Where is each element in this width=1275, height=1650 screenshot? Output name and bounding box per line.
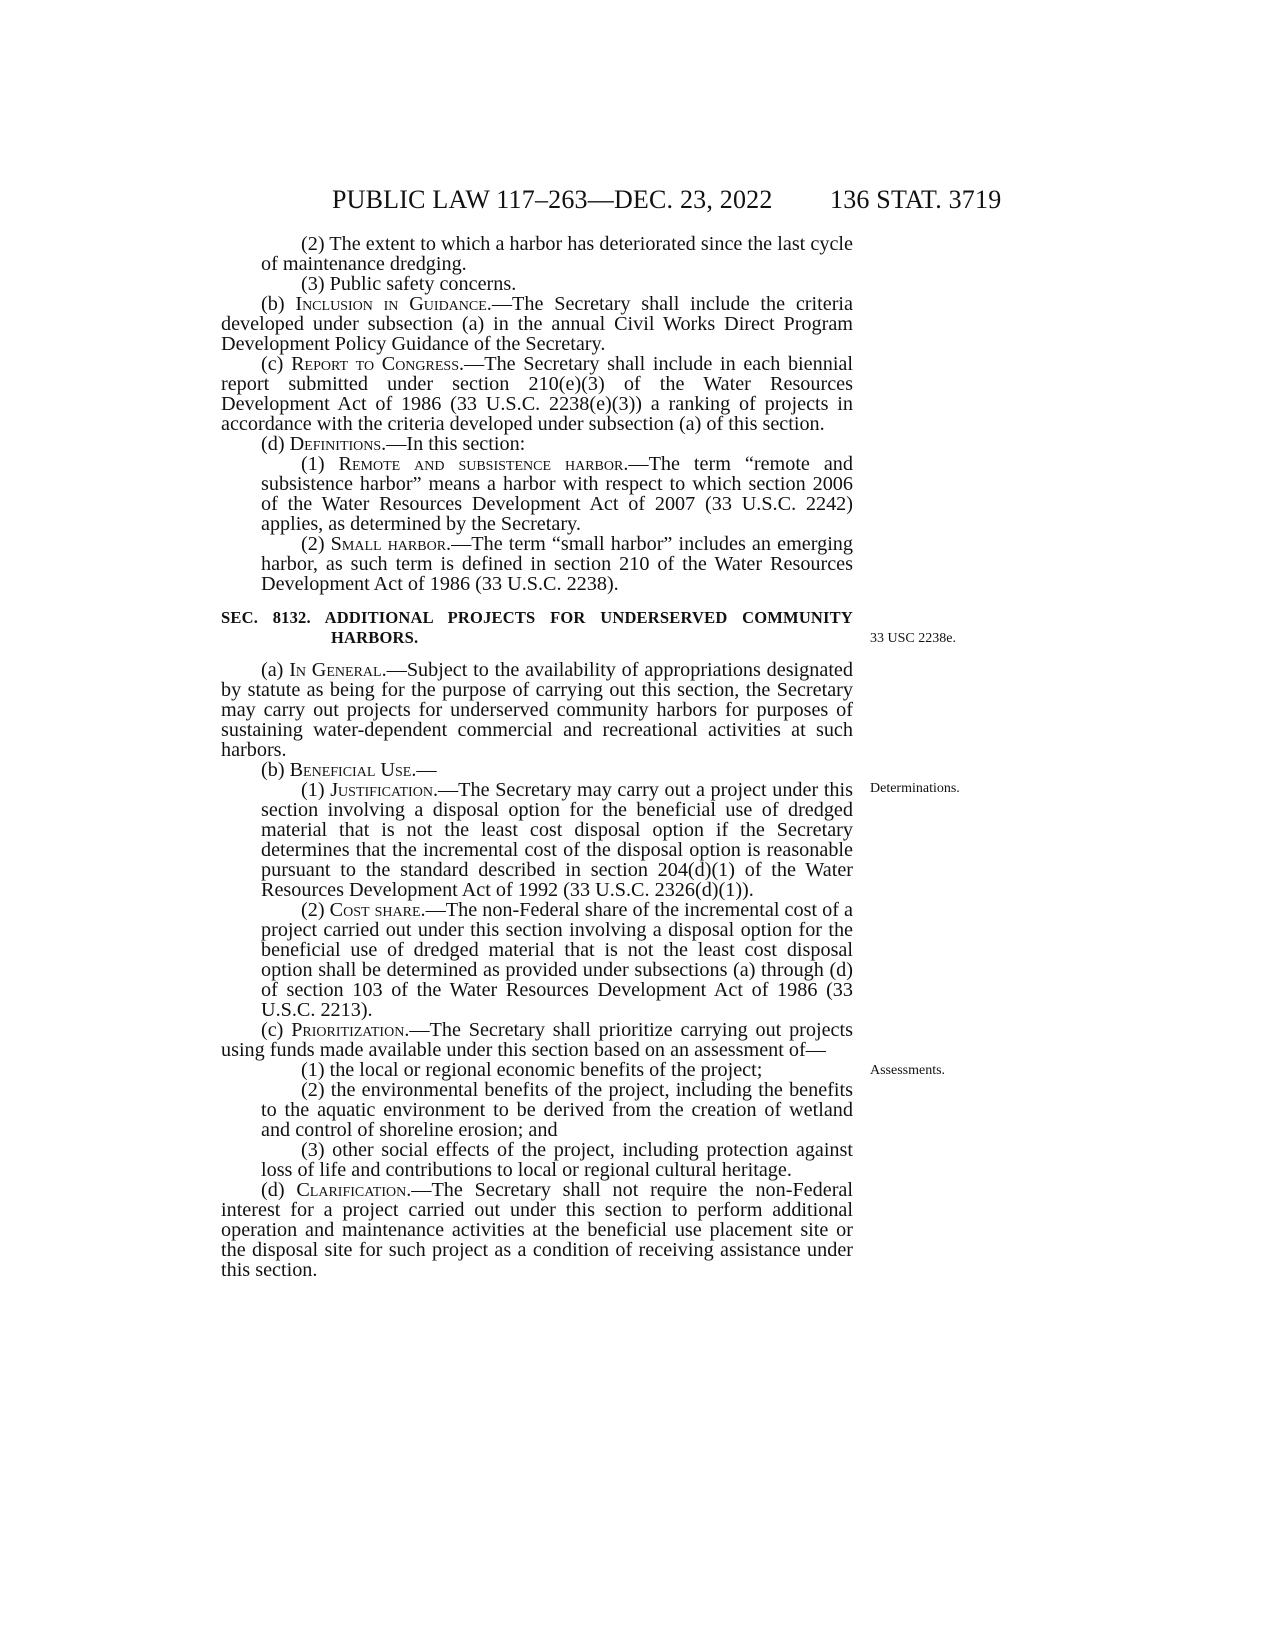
paragraph-text: .—The non-Federal share of the incremental cost of a project carried out under this section involving a disposal option for the beneficial use of dredged material that is not the least cost disposal option shall be determined as provided under subsections (a) through (d) of section 103 of the Water Resources Development Act of 1986 (33 U.S.C. 2213). <box>261 899 853 1021</box>
paragraph-remote-subsistence-harbor <box>261 454 853 534</box>
paragraph-justification <box>261 780 853 900</box>
paragraph-text: .—The term “small harbor” includes an emerging harbor, as such term is defined in section 210 of the Water Resources Development Act of 1986 (33 U.S.C. 2238). <box>261 533 853 595</box>
paragraph-heading: Cost share <box>329 899 421 921</box>
paragraph-prefix: (2) <box>301 899 330 921</box>
paragraph-extent-deteriorated: (2) The extent to which a harbor has deteriorated since the last cycle of maintenance dredging. <box>261 233 853 275</box>
margin-note-determinations: Determinations. <box>870 781 960 796</box>
paragraph-definitions <box>221 434 853 454</box>
paragraph-text: .—The Secretary shall not require the non-Federal interest for a project carried out under this section to perform additional operation and maintenance activities at the beneficial use placement site or the disposal site for such project as a condition of receiving assistance under this section. <box>221 1179 853 1281</box>
paragraph-prefix: (c) <box>261 1019 292 1041</box>
paragraph-prefix: (1) <box>301 779 331 801</box>
paragraph-prefix: (b) <box>261 293 296 315</box>
paragraph-heading: Beneficial Use <box>289 759 412 781</box>
paragraph-heading: Clarification <box>296 1179 407 1201</box>
margin-note-usc: 33 USC 2238e. <box>870 631 956 646</box>
paragraph-prefix: (d) <box>261 1179 297 1201</box>
paragraph-heading: Remote and subsistence harbor <box>338 453 624 475</box>
paragraph-text: .—The term “remote and subsistence harbor” means a harbor with respect to which section 2006 of the Water Resources Development Act of 2007 (33 U.S.C. 2242) applies, as determined by the Secretary. <box>261 453 853 535</box>
paragraph-prefix: (a) <box>261 659 290 681</box>
paragraph-prefix: (2) <box>301 533 331 555</box>
paragraph-public-safety: (3) Public safety concerns. <box>301 273 517 295</box>
paragraph-heading: Inclusion in Guidance <box>295 293 487 315</box>
paragraph-economic-benefits: (1) the local or regional economic benefits of the project; <box>301 1059 763 1081</box>
paragraph-in-general <box>221 660 853 760</box>
paragraph-cost-share <box>261 900 853 1020</box>
paragraph-text: .—The Secretary shall prioritize carrying out projects using funds made available under this section based on an assessment of— <box>221 1019 853 1061</box>
paragraph-heading: Report to Congress <box>291 353 459 375</box>
paragraph-prefix: (c) <box>261 353 292 375</box>
paragraph-heading: Prioritization <box>291 1019 405 1041</box>
paragraph-heading: Small harbor <box>330 533 447 555</box>
paragraph-text: .—The Secretary shall include in each biennial report submitted under section 210(e)(3) of the Water Resources Development Act of 1986 (33 U.S.C. 2238(e)(3)) a ranking of projects in accordance with the criteria developed under subsection (a) of this section. <box>221 353 853 435</box>
paragraph-report-to-congress <box>221 354 853 434</box>
margin-note-assessments: Assessments. <box>870 1063 946 1078</box>
paragraph-text: .— <box>411 759 437 781</box>
paragraph-prefix: (d) <box>261 433 290 455</box>
paragraph-inclusion-in-guidance <box>221 294 853 354</box>
paragraph-heading: In General <box>289 659 382 681</box>
page-number: 136 STAT. 3719 <box>830 185 1002 214</box>
paragraph-text: .—In this section: <box>381 433 526 455</box>
paragraph-social-effects: (3) other social effects of the project, including protection against loss of life and contributions to local or regional cultural heritage. <box>261 1139 853 1181</box>
paragraph-text: .—Subject to the availability of appropriations designated by statute as being for the purpose of carrying out this section, the Secretary may carry out projects for underserved community harbors for purposes of sustaining water-dependent commercial and recreational activities at such harbors. <box>221 659 853 761</box>
paragraph-text: .—The Secretary may carry out a project under this section involving a disposal option for the beneficial use of dredged material that is not the least cost disposal option if the Secretary determines that the incremental cost of the disposal option is reasonable pursuant to the standard described in section 204(d)(1) of the Water Resources Development Act of 1992 (33 U.S.C. 2326(d)(1)). <box>261 779 853 901</box>
paragraph-clarification <box>221 1180 853 1280</box>
paragraph-prefix: (1) <box>301 453 339 475</box>
paragraph-prefix: (b) <box>261 759 290 781</box>
paragraph-text: .—The Secretary shall include the criteria developed under subsection (a) in the annual Civil Works Direct Program Development Policy Guidance of the Secretary. <box>221 293 853 355</box>
paragraph-prioritization <box>221 1020 853 1060</box>
paragraph-heading: Justification <box>330 779 433 801</box>
paragraph-environmental-benefits: (2) the environmental benefits of the project, including the benefits to the aquatic environment to be derived from the creation of wetland and control of shoreline erosion; and <box>261 1079 853 1141</box>
paragraph-beneficial-use <box>221 760 853 780</box>
statute-body <box>221 234 853 1280</box>
paragraph-small-harbor <box>261 534 853 594</box>
section-heading: SEC. 8132. ADDITIONAL PROJECTS FOR UNDERSERVED COMMUNITY HARBORS. <box>221 608 853 647</box>
running-head: PUBLIC LAW 117–263—DEC. 23, 2022 <box>332 185 773 214</box>
paragraph-heading: Definitions <box>289 433 382 455</box>
